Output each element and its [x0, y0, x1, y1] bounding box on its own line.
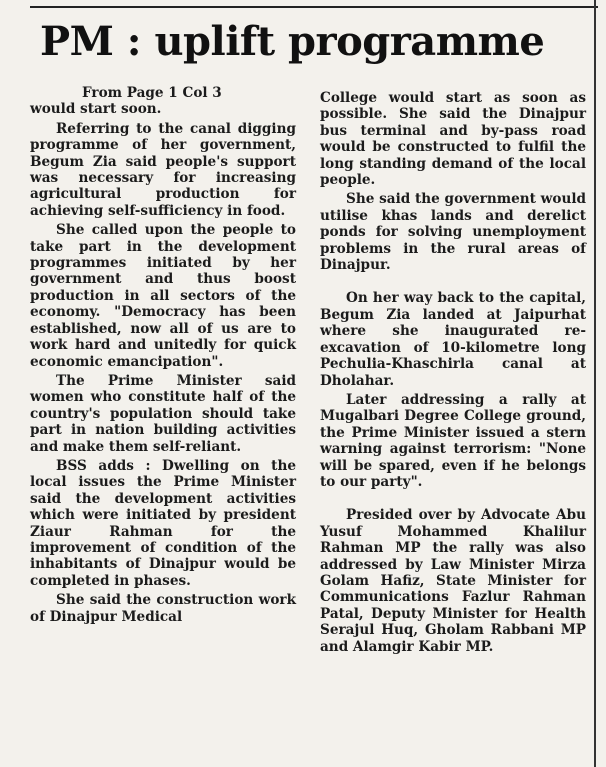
paragraph: would start soon. [30, 101, 162, 118]
top-rule [30, 0, 598, 8]
continuation-dateline: From Page 1 Col 3 [82, 85, 222, 101]
paragraph: On her way back to the capital, Begum Zia landed at Jaipurhat where she inaugurated re-excavation of 10-kilometre long Pechulia-Khaschirla canal at Dholahar. [320, 290, 586, 389]
headline: PM : uplift programme [40, 18, 545, 65]
paragraph: Later addressing a rally at Mugalbari Degree College ground, the Prime Minister issued a stern warning against terrorism: "None will be spared, even if he belongs to our party". [320, 391, 586, 490]
paragraph: She said the construction work of Dinajpur Medical [30, 592, 296, 625]
paragraph: She called upon the people to take part in the development programmes initiated by her government and thus boost production in all sectors of the economy. "Democracy has been established, now all of us are to work hard and unitedly for quick economic emancipation". [30, 222, 296, 370]
paragraph: BSS adds : Dwelling on the local issues the Prime Minister said the development activities which were initiated by president Ziaur Rahman for the improvement of condition of the inhabitants of Dinajpur would be completed in phases. [30, 457, 296, 589]
paragraph: College would start as soon as possible. She said the Dinajpur bus terminal and by-pass road would be constructed to fulfil the long standing demand of the local people. [320, 90, 586, 189]
left-column [30, 85, 296, 628]
column-rule [594, 0, 596, 767]
paragraph: She said the government would utilise khas lands and derelict ponds for solving unemployment problems in the rural areas of Dinajpur. [320, 191, 586, 274]
paragraph: Presided over by Advocate Abu Yusuf Mohammed Khalilur Rahman MP the rally was also addressed by Law Minister Mirza Golam Hafiz, State Minister for Communications Fazlur Rahman Patal, Deputy Minister for Health Serajul Huq, Gholam Rabbani MP and Alamgir Kabir MP. [320, 507, 586, 655]
right-column [320, 90, 586, 658]
paragraph: The Prime Minister said women who constitute half of the country's population should take part in nation building activities and make them self-reliant. [30, 372, 296, 455]
paragraph-gap [320, 493, 586, 507]
paragraph: Referring to the canal digging programme of her government, Begum Zia said people's support was necessary for increasing agricultural production for achieving self-sufficiency in food. [30, 120, 296, 219]
paragraph-gap [320, 276, 586, 290]
